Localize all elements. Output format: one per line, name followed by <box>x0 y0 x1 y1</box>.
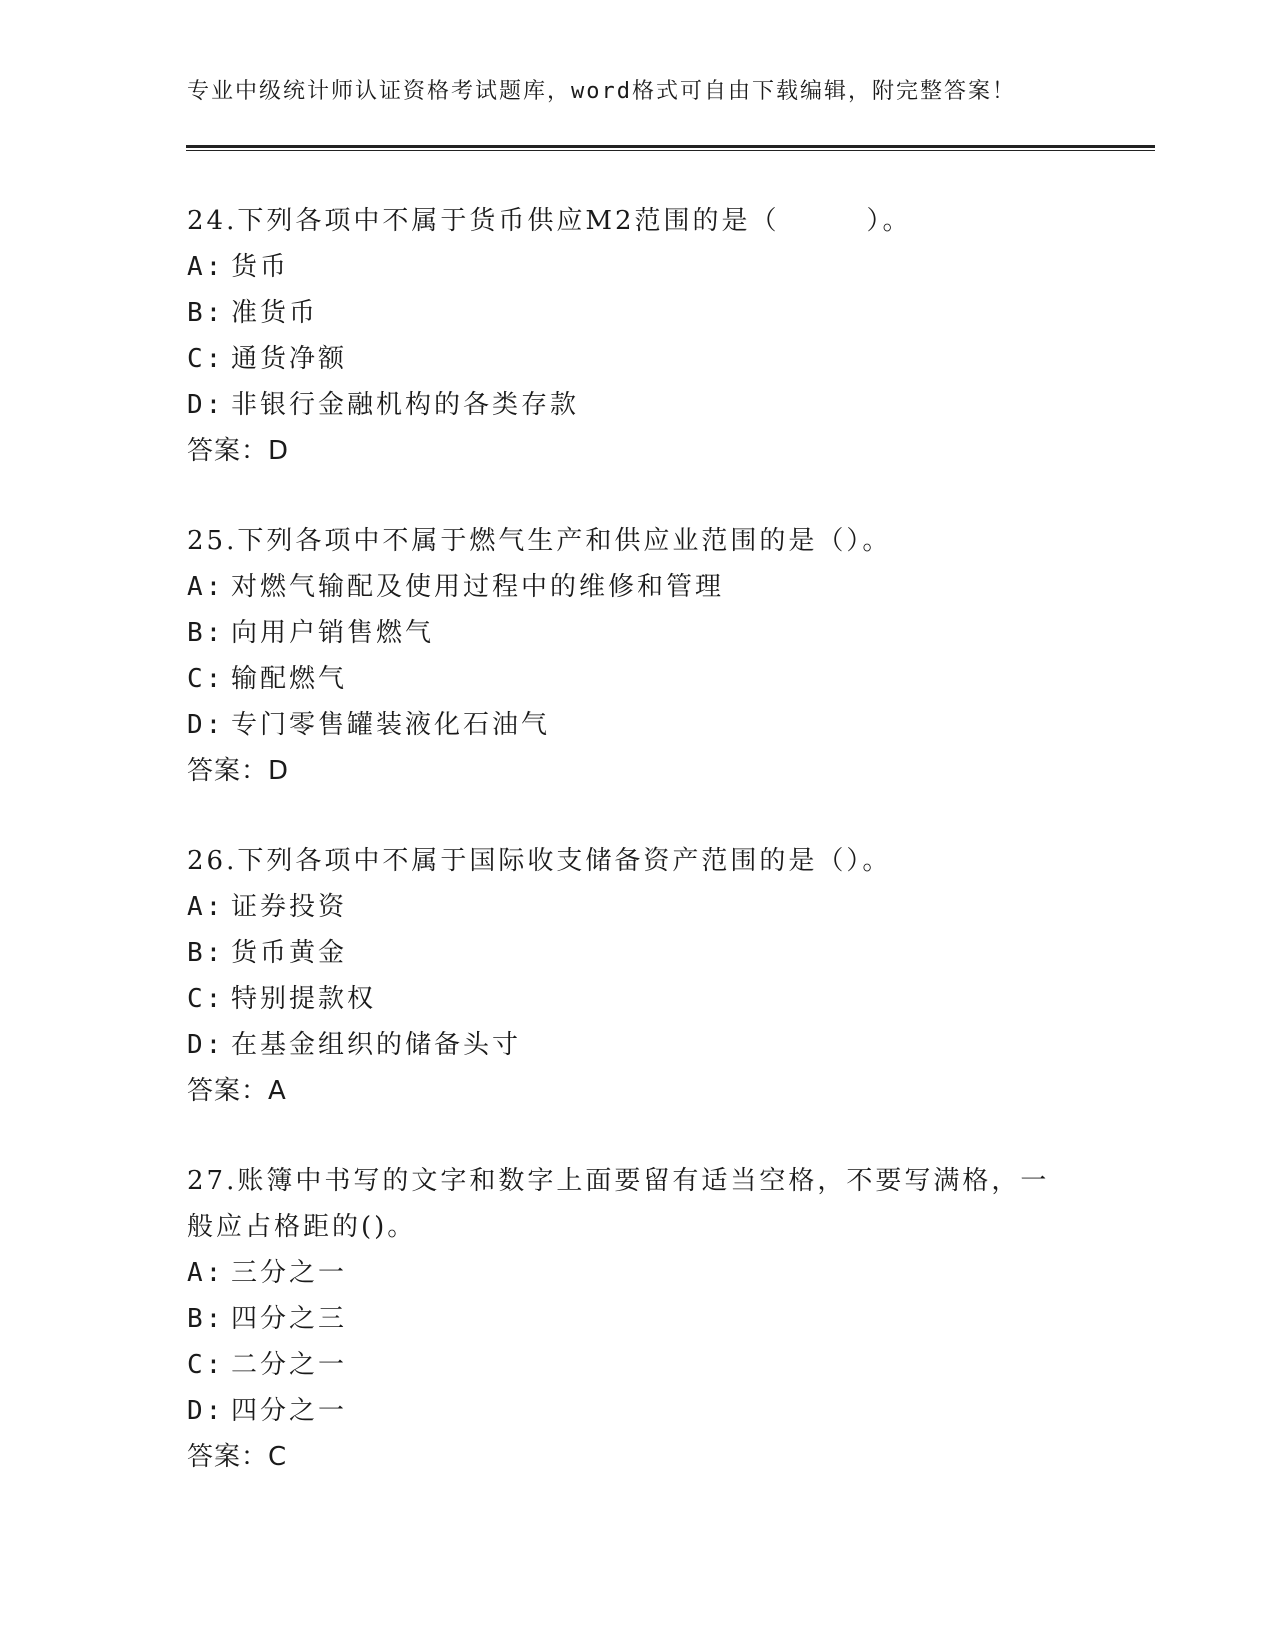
option-text: 准货币 <box>231 298 319 328</box>
option-text: 对燃气输配及使用过程中的维修和管理 <box>231 572 725 602</box>
option-letter: B: <box>187 1304 225 1334</box>
option-letter: A: <box>187 252 225 282</box>
option-letter: C: <box>187 984 225 1014</box>
option-b <box>187 930 1087 976</box>
option-text: 向用户销售燃气 <box>231 618 435 648</box>
option-letter: C: <box>187 664 225 694</box>
option-text: 二分之一 <box>231 1350 348 1380</box>
option-letter: C: <box>187 344 225 374</box>
question-26 <box>187 838 1087 1114</box>
option-text: 通货净额 <box>231 344 348 374</box>
option-text: 四分之一 <box>231 1396 348 1426</box>
option-text: 证券投资 <box>231 892 348 922</box>
option-d <box>187 1022 1087 1068</box>
option-c <box>187 1342 1087 1388</box>
option-letter: C: <box>187 1350 225 1380</box>
option-b <box>187 610 1087 656</box>
option-text: 非银行金融机构的各类存款 <box>231 390 580 420</box>
question-stem: 25.下列各项中不属于燃气生产和供应业范围的是（）。 <box>187 526 892 556</box>
option-text: 三分之一 <box>231 1258 348 1288</box>
option-text: 在基金组织的储备头寸 <box>231 1030 522 1060</box>
option-a <box>187 564 1087 610</box>
answer-label: 答案：D <box>187 756 290 786</box>
option-letter: D: <box>187 710 225 740</box>
option-d <box>187 382 1087 428</box>
option-letter: D: <box>187 1396 225 1426</box>
option-a <box>187 884 1087 930</box>
option-text: 货币黄金 <box>231 938 348 968</box>
question-stem: 26.下列各项中不属于国际收支储备资产范围的是（）。 <box>187 846 892 876</box>
header-rule-thick <box>186 145 1155 148</box>
option-letter: D: <box>187 390 225 420</box>
option-letter: A: <box>187 572 225 602</box>
option-d <box>187 702 1087 748</box>
question-stem: 27.账簿中书写的文字和数字上面要留有适当空格，不要写满格，一般应占格距的()。 <box>187 1166 1050 1242</box>
option-c <box>187 656 1087 702</box>
option-a <box>187 244 1087 290</box>
option-text: 特别提款权 <box>231 984 377 1014</box>
option-letter: B: <box>187 618 225 648</box>
question-27 <box>187 1158 1087 1480</box>
question-25 <box>187 518 1087 794</box>
answer-label: 答案：C <box>187 1442 288 1472</box>
question-stem: 24.下列各项中不属于货币供应M2范围的是（ ）。 <box>187 206 912 236</box>
option-letter: A: <box>187 1258 225 1288</box>
option-text: 专门零售罐装液化石油气 <box>231 710 551 740</box>
option-letter: D: <box>187 1030 225 1060</box>
option-c <box>187 976 1087 1022</box>
page-header: 专业中级统计师认证资格考试题库，word格式可自由下载编辑，附完整答案！ <box>187 79 1016 104</box>
option-letter: B: <box>187 938 225 968</box>
option-text: 货币 <box>231 252 290 282</box>
option-letter: B: <box>187 298 225 328</box>
option-b <box>187 1296 1087 1342</box>
option-b <box>187 290 1087 336</box>
option-letter: A: <box>187 892 225 922</box>
option-text: 四分之三 <box>231 1304 348 1334</box>
option-c <box>187 336 1087 382</box>
answer-label: 答案：D <box>187 436 290 466</box>
option-text: 输配燃气 <box>231 664 348 694</box>
question-24 <box>187 198 1087 474</box>
option-d <box>187 1388 1087 1434</box>
header-rule-thin <box>186 150 1155 151</box>
answer-label: 答案：A <box>187 1076 287 1106</box>
option-a <box>187 1250 1087 1296</box>
